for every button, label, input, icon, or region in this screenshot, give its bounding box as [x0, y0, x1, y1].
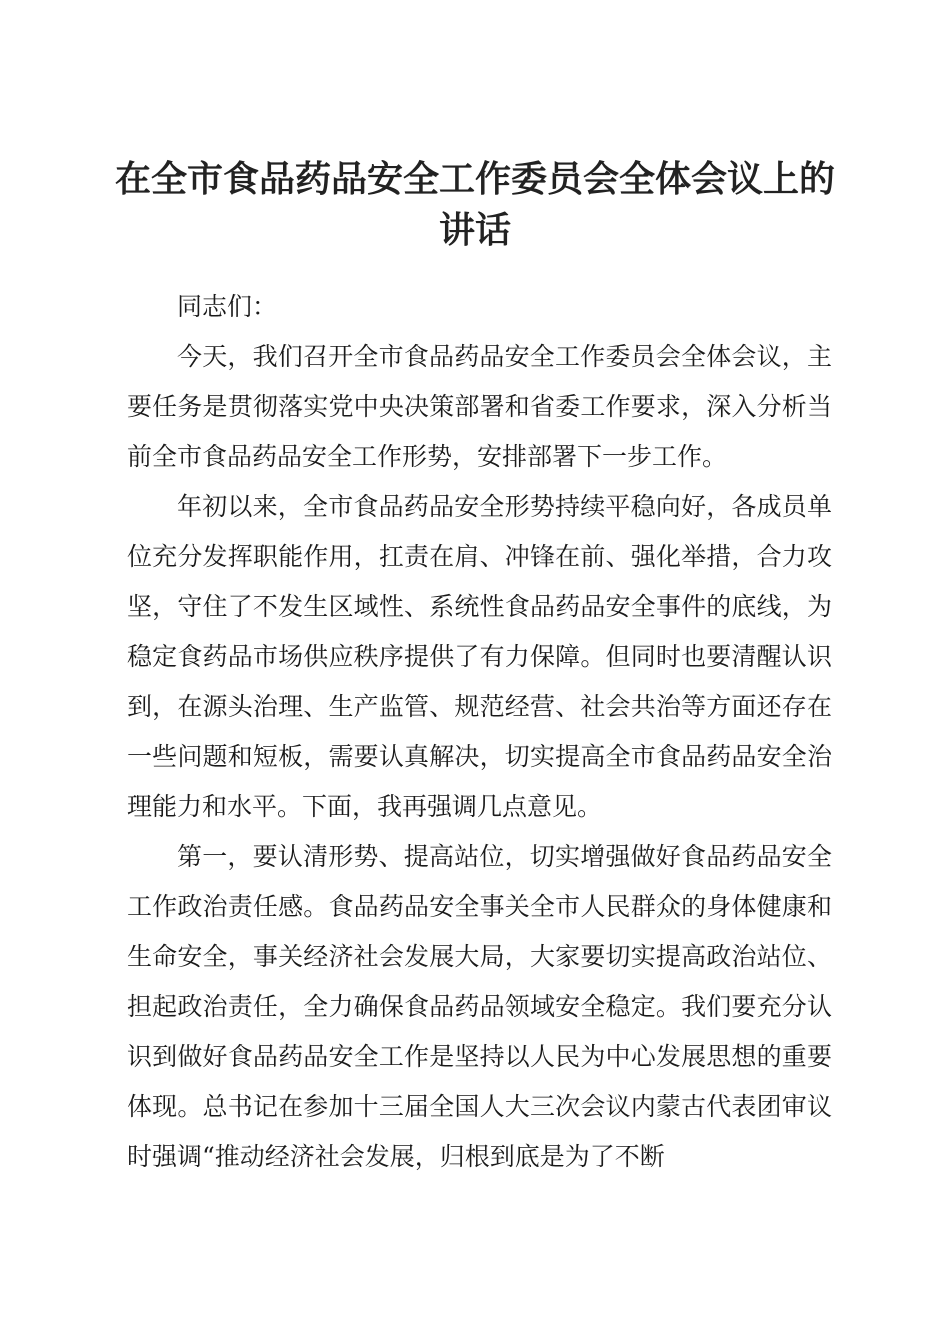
paragraph-3: 第一，要认清形势、提高站位，切实增强做好食品药品安全工作政治责任感。食品药品安全事关全市人民群众的身体健康和生命安全，事关经济社会发展大局，大家要切实提高政治站位、担起政治责任，全力确保食品药品领域安全稳定。我们要充分认识到做好食品药品安全工作是坚持以人民为中心发展思想的重要体现。总书记在参加十三届全国人大三次会议内蒙古代表团审议时强调“推动经济社会发展，归根到底是为了不断 [127, 842, 832, 1171]
paragraph-2: 年初以来，全市食品药品安全形势持续平稳向好，各成员单位充分发挥职能作用，扛责在肩、冲锋在前、强化举措，合力攻坚，守住了不发生区域性、系统性食品药品安全事件的底线，为稳定食药品市场供应秩序提供了有力保障。但同时也要清醒认识到，在源头治理、生产监管、规范经营、社会共治等方面还存在一些问题和短板，需要认真解决，切实提高全市食品药品安全治理能力和水平。下面，我再强调几点意见。 [127, 492, 832, 821]
paragraph-1: 今天，我们召开全市食品药品安全工作委员会全体会议，主要任务是贯彻落实党中央决策部署和省委工作要求，深入分析当前全市食品药品安全工作形势，安排部署下一步工作。 [127, 342, 832, 471]
document-body [127, 282, 832, 1182]
document-title: 在全市食品药品安全工作委员会全体会议上的讲话 [114, 159, 835, 251]
salutation: 同志们： [177, 292, 278, 321]
